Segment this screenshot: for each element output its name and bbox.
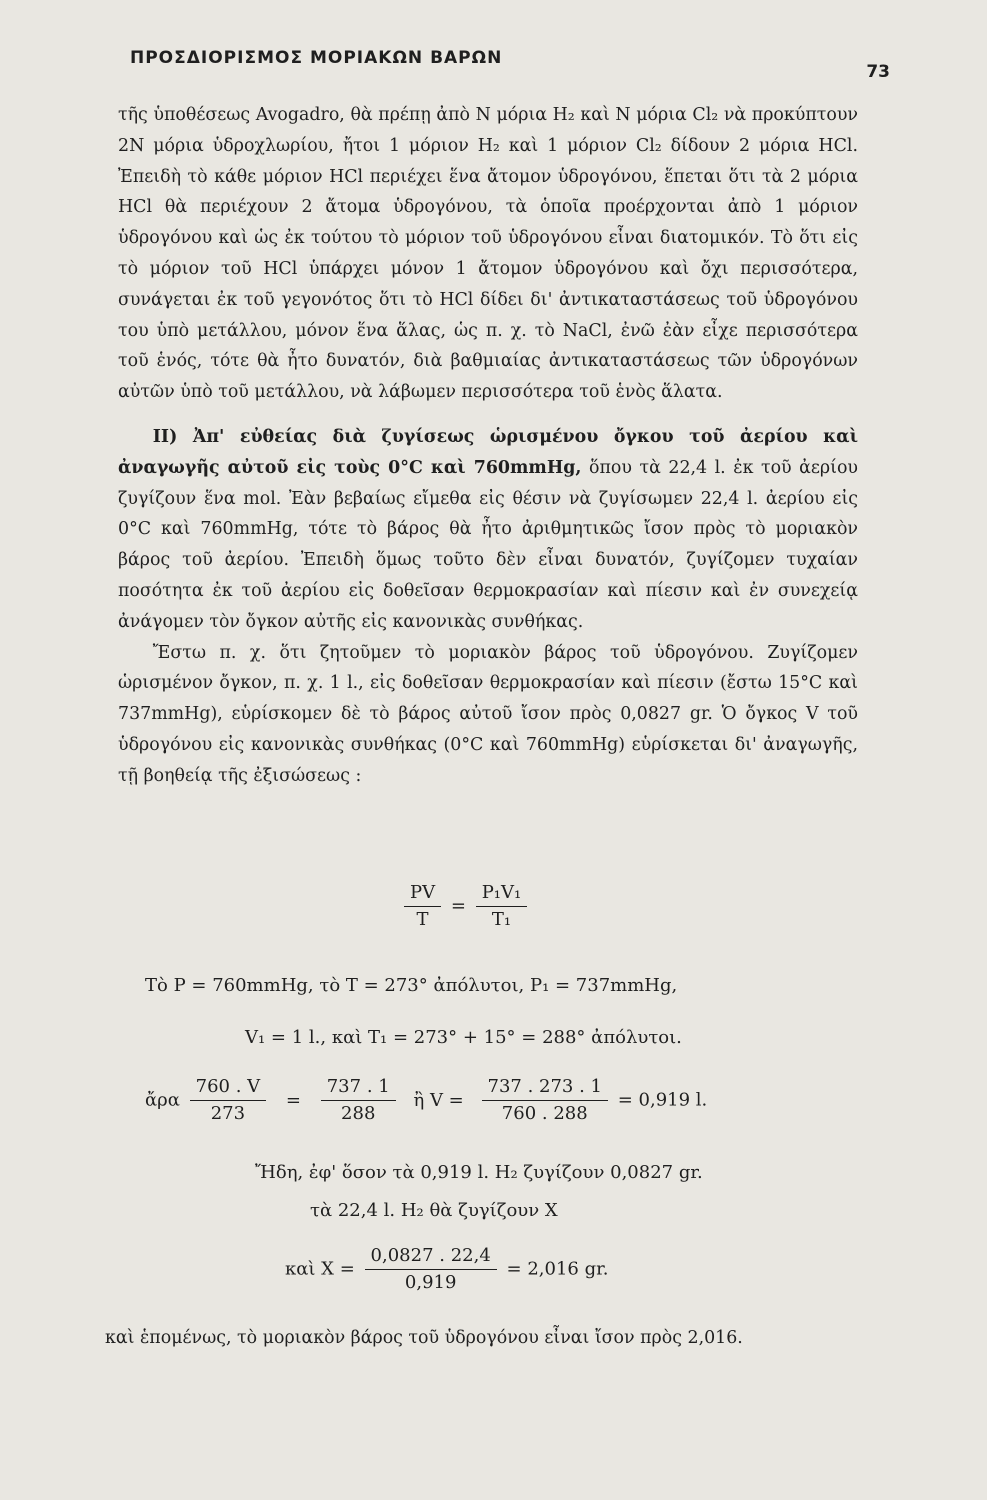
denominator: 288 <box>341 1103 376 1124</box>
denominator: 0,919 <box>404 1272 457 1293</box>
numerator: 737 . 1 <box>321 1074 396 1101</box>
page-header <box>130 48 890 88</box>
numerator: PV <box>404 880 441 907</box>
numerator: 0,0827 . 22,4 <box>365 1243 497 1270</box>
conclusion-text: καὶ ἑπομένως, τὸ μοριακὸν βάρος τοῦ ὑδρογόνου εἶναι ἴσον πρὸς 2,016. <box>105 1328 743 1348</box>
fraction <box>476 880 528 933</box>
page-number: 73 <box>866 62 890 82</box>
equation-line-2: V₁ = 1 l., καὶ T₁ = 273° + 15° = 288° ἀπόλυτοι. <box>245 1027 682 1048</box>
paragraph: τῆς ὑποθέσεως Avogadro, θὰ πρέπῃ ἀπὸ Ν μόρια H₂ καὶ Ν μόρια Cl₂ νὰ προκύπτουν 2Ν μόρια ὑδροχλωρίου, ἤτοι 1 μόριον H₂ καὶ 1 μόριον Cl₂ δίδουν 2 μόρια HCl. Ἐπειδὴ τὸ κάθε μόριον HCl περιέχει ἕνα ἄτομον ὑδρογόνου, ἕπεται ὅτι τὰ 2 μόρια HCl θὰ περιέχουν 2 ἄτομα ὑδρογόνου, τὰ ὁποῖα προέρχονται ἀπὸ 1 μόριον ὑδρογόνου καὶ ὡς ἐκ τούτου τὸ μόριον τοῦ ὑδρογόνου εἶναι διατομικόν. Τὸ ὅτι εἰς τὸ μόριον τοῦ HCl ὑπάρχει μόνον 1 ἄτομον ὑδρογόνου καὶ ὄχι περισσότερα, συνάγεται ἐκ τοῦ γεγονότος ὅτι τὸ HCl δίδει δι' ἀντικαταστάσεως τοῦ ὑδρογόνου του ὑπὸ μετάλλου, μόνον ἕνα ἅλας, ὡς π. χ. τὸ NaCl, ἐνῶ ἐὰν εἶχε περισσότερα τοῦ ἑνός, τότε θὰ ἦτο δυνατόν, διὰ βαθμιαίας ἀντικαταστάσεως τῶν ὑδρογόνων αὐτῶν ὑπὸ τοῦ μετάλλου, νὰ λάβωμεν περισσότερα τοῦ ἑνὸς ἅλατα. <box>118 105 858 403</box>
or-v-equals: ἢ V = <box>413 1089 464 1111</box>
section-paragraph: ὅπου τὰ 22,4 l. ἐκ τοῦ ἀερίου ζυγίζουν ἕνα mol. Ἐὰν βεβαίως εἴμεθα εἰς θέσιν νὰ ζυγίσωμεν 22,4 l. ἀερίου εἰς 0°C καὶ 760mmHg, τότε τὸ βάρος θὰ ἦτο ἀριθμητικῶς ἴσον πρὸς τὸ μοριακὸν βάρος τοῦ ἀερίου. Ἐπειδὴ ὅμως τοῦτο δὲν εἶναι δυνατόν, ζυγίζομεν τυχαίαν ποσότητα ἐκ τοῦ ἀερίου εἰς δοθεῖσαν θερμοκρασίαν καὶ πίεσιν καὶ ἐν συνεχείᾳ ἀνάγομεν τὸν ὄγκον αὐτῆς εἰς κανονικὰς συνθήκας. <box>118 457 858 632</box>
result: = 0,919 l. <box>617 1089 708 1111</box>
equation-main <box>400 880 531 933</box>
numerator: 760 . V <box>190 1074 267 1101</box>
denominator: T₁ <box>491 909 512 930</box>
numerator: 737 . 273 . 1 <box>482 1074 609 1101</box>
equals-sign: = <box>285 1089 301 1111</box>
equation-line-6 <box>285 1243 608 1296</box>
running-head: ΠΡΟΣΔΙΟΡΙΣΜΟΣ ΜΟΡΙΑΚΩΝ ΒΑΡΩΝ <box>130 48 503 68</box>
numerator: P₁V₁ <box>476 880 528 907</box>
equation-line-5: τὰ 22,4 l. H₂ θὰ ζυγίζουν X <box>310 1200 558 1221</box>
body-text <box>118 100 858 792</box>
equation-line-1: Τὸ P = 760mmHg, τὸ T = 273° ἀπόλυτοι, P₁ = 737mmHg, <box>145 975 678 996</box>
equation-line-3 <box>145 1074 707 1127</box>
fraction <box>404 880 441 933</box>
section-heading: II) Ἀπ' εὐθείας διὰ ζυγίσεως ὡρισμένου ὄγκου τοῦ ἀερίου καὶ ἀναγωγῆς αὐτοῦ εἰς τοὺς 0°C καὶ 760mmHg, <box>118 426 858 478</box>
denominator: 273 <box>210 1103 246 1124</box>
denominator: T <box>416 909 429 930</box>
equation-line-4: Ἤδη, ἐφ' ὅσον τὰ 0,919 l. H₂ ζυγίζουν 0,0827 gr. <box>255 1162 703 1183</box>
fraction <box>482 1074 609 1127</box>
conclusion <box>105 1323 845 1353</box>
fraction <box>321 1074 396 1127</box>
fraction <box>365 1243 497 1296</box>
prefix: καὶ X = <box>285 1258 355 1280</box>
equals-sign: = <box>450 895 466 917</box>
fraction <box>190 1074 267 1127</box>
prefix: ἄρα <box>145 1089 180 1111</box>
result: = 2,016 gr. <box>506 1258 609 1280</box>
example-paragraph: Ἔστω π. χ. ὅτι ζητοῦμεν τὸ μοριακὸν βάρος τοῦ ὑδρογόνου. Ζυγίζομεν ὡρισμένον ὄγκον, π. χ. 1 l., εἰς δοθεῖσαν θερμοκρασίαν καὶ πίεσιν (ἔστω 15°C καὶ 737mmHg), εὑρίσκομεν δὲ τὸ βάρος αὐτοῦ ἴσον πρὸς 0,0827 gr. Ὁ ὄγκος V τοῦ ὑδρογόνου εἰς κανονικὰς συνθήκας (0°C καὶ 760mmHg) εὑρίσκεται δι' ἀναγωγῆς, τῇ βοηθείᾳ τῆς ἐξισώσεως : <box>118 642 858 786</box>
denominator: 760 . 288 <box>501 1103 588 1124</box>
